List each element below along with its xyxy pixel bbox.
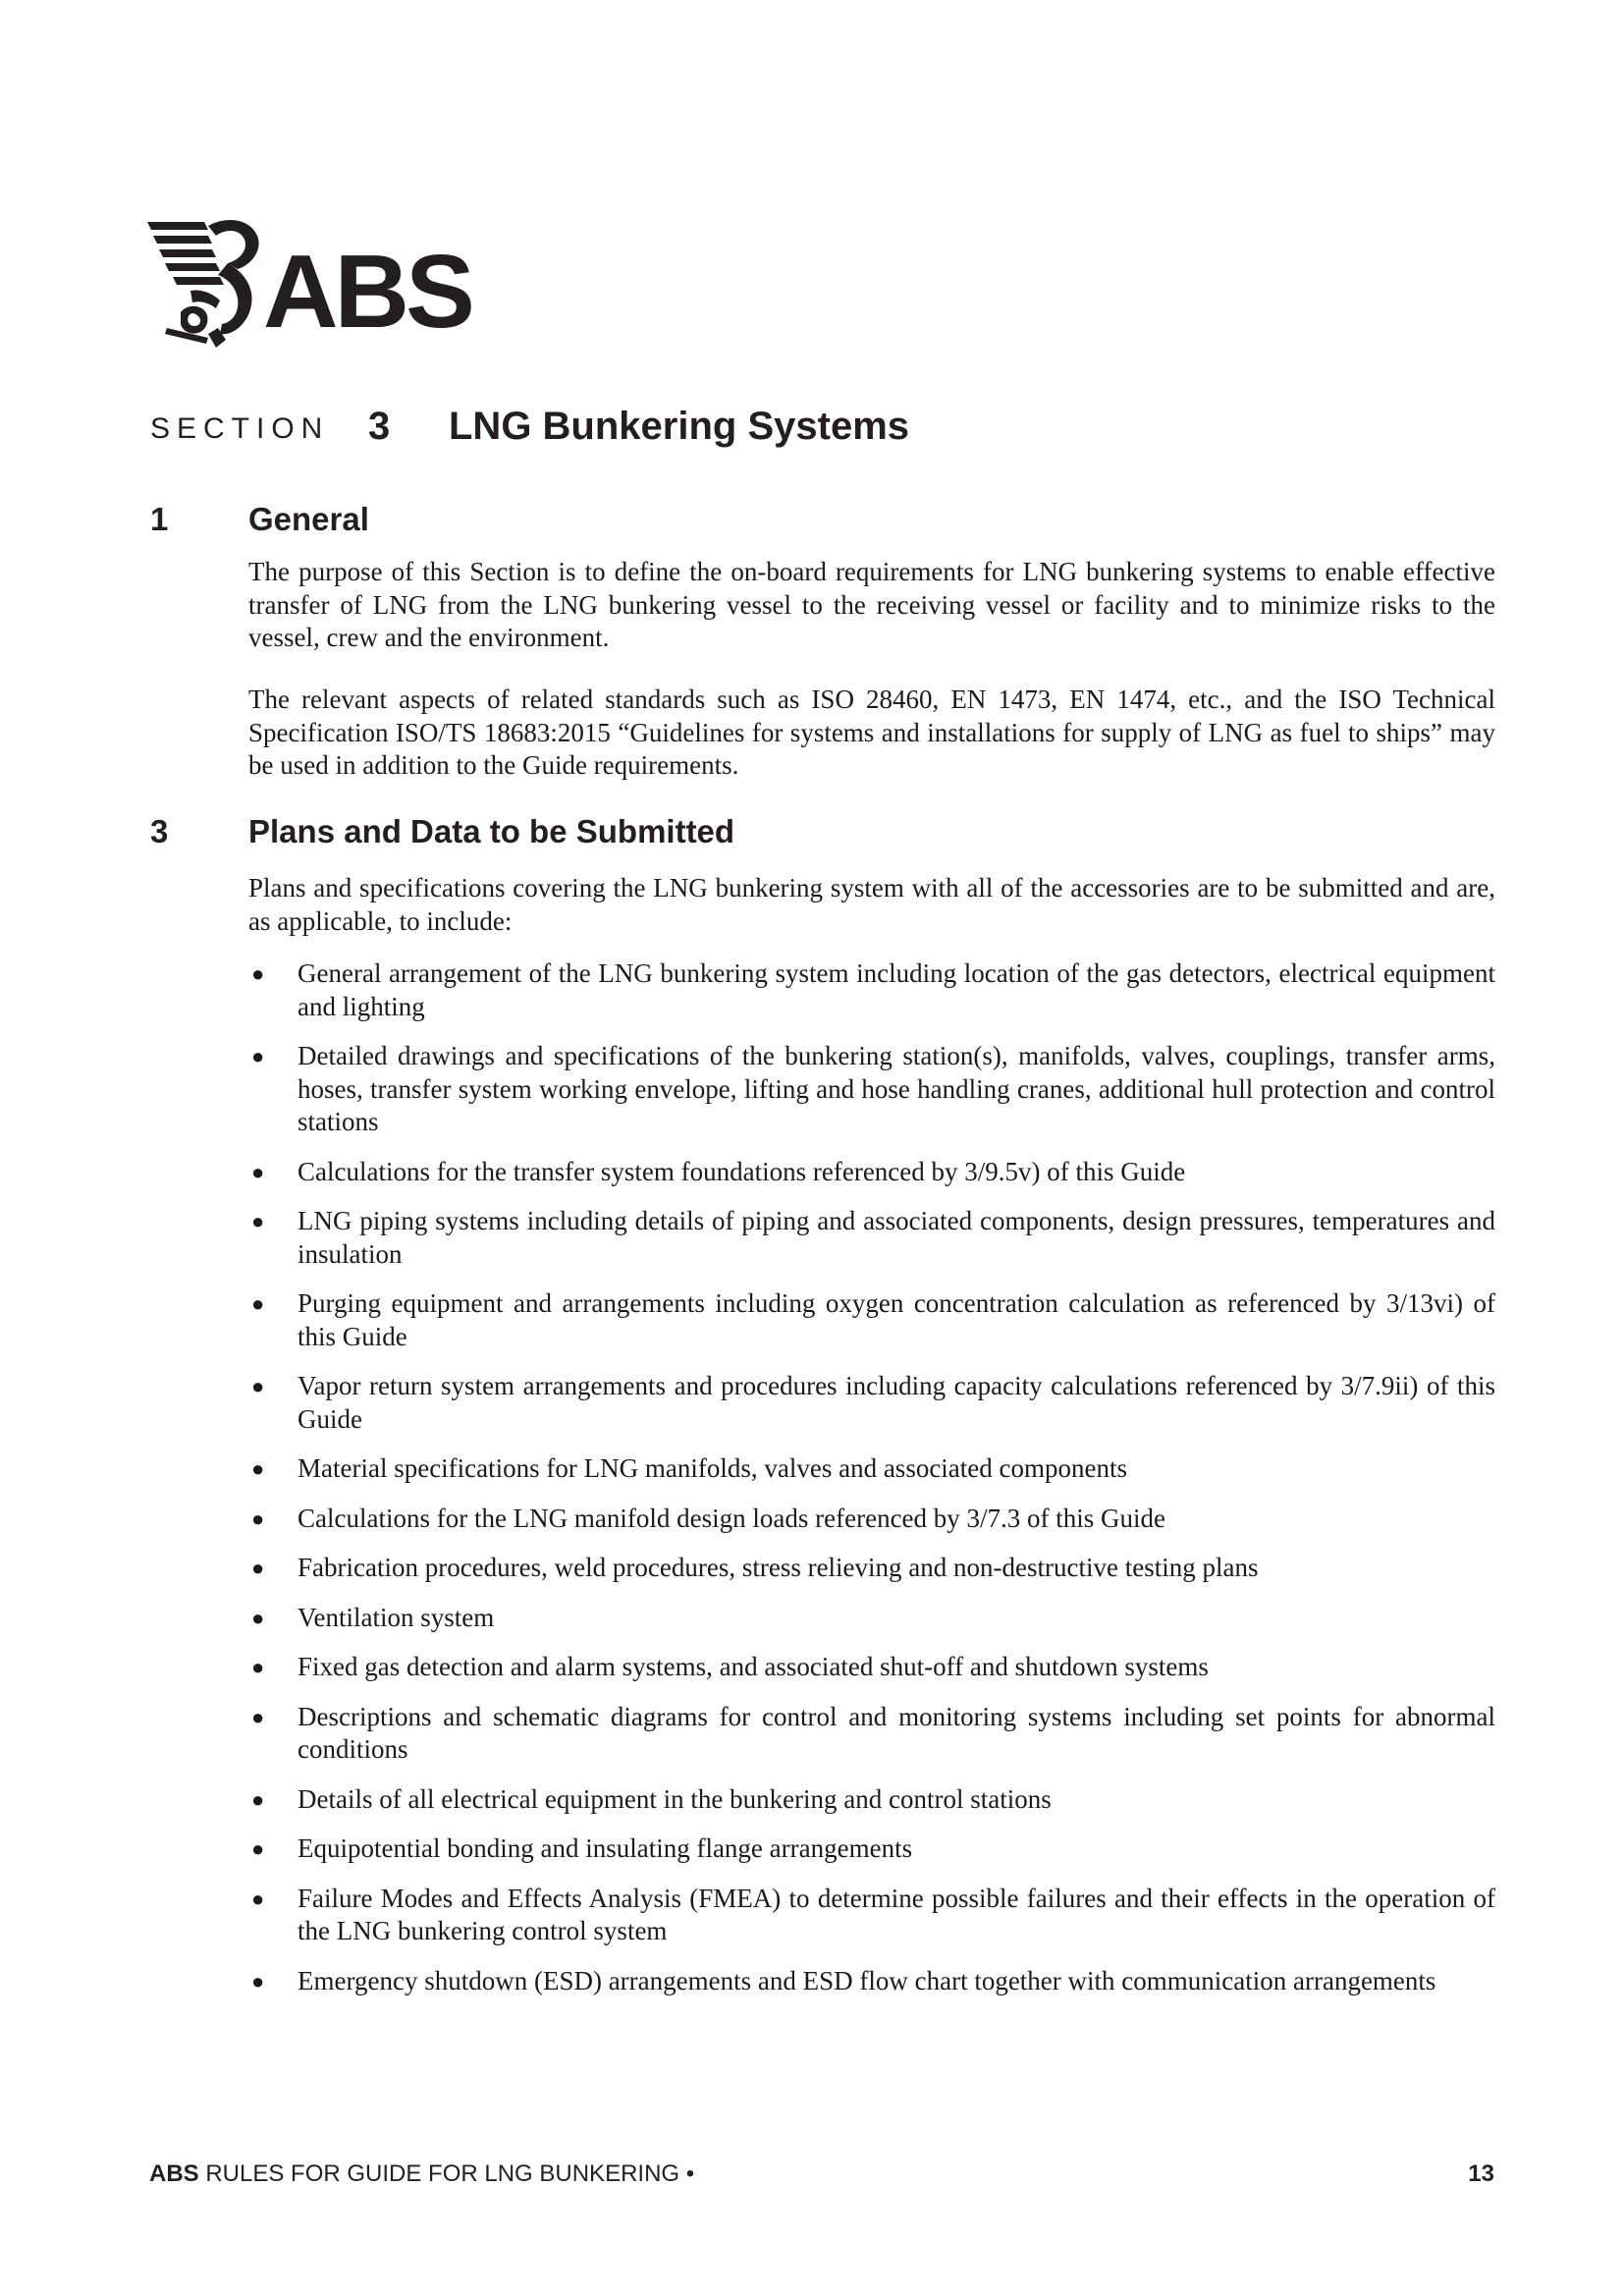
bullet-icon: ●: [251, 1159, 265, 1184]
subsection-number: 3: [150, 813, 169, 849]
bullet-icon: ●: [251, 961, 265, 986]
list-item: [248, 1040, 1495, 1139]
subsection-heading-plans: [150, 813, 1505, 856]
bullet-icon: ●: [251, 1968, 265, 1994]
bullet-icon: ●: [251, 1556, 265, 1580]
footer-title: [149, 2160, 694, 2188]
bullet-icon: ●: [251, 1836, 265, 1861]
list-item-text: Details of all electrical equipment in the bunkering and control stations: [298, 1783, 1052, 1814]
bullet-icon: ●: [251, 1704, 265, 1729]
section-label: SECTION: [150, 412, 330, 445]
subsection-title: General: [248, 501, 369, 537]
submission-list: [248, 957, 1495, 2014]
abs-logo: [147, 218, 491, 350]
page-number: 13: [1468, 2160, 1494, 2187]
section-heading: [150, 403, 1505, 452]
list-item: [248, 1552, 1495, 1585]
list-item: [248, 1783, 1495, 1817]
page-footer: [149, 2160, 1494, 2196]
list-item: [248, 1701, 1495, 1767]
bullet-icon: ●: [251, 1044, 265, 1068]
list-item-text: Failure Modes and Effects Analysis (FMEA) to determine possible failures and their effects in the operation of the LNG bunkering control system: [298, 1883, 1495, 1945]
list-item-text: Purging equipment and arrangements including oxygen concentration calculation as referenced by 3/13vi) of this Guide: [298, 1288, 1495, 1351]
list-item-text: Calculations for the LNG manifold design loads referenced by 3/7.3 of this Guide: [298, 1503, 1166, 1533]
list-item: [248, 1370, 1495, 1436]
list-item: [248, 1452, 1495, 1486]
list-item-text: LNG piping systems including details of piping and associated components, design pressures, temperatures and insulation: [298, 1206, 1495, 1269]
subsection-number: 1: [150, 501, 169, 537]
bullet-icon: ●: [251, 1886, 265, 1911]
bullet-icon: ●: [251, 1456, 265, 1481]
bullet-icon: ●: [251, 1605, 265, 1630]
list-item: [248, 1651, 1495, 1684]
list-item: [248, 1503, 1495, 1536]
logo-wordmark: ABS: [263, 234, 471, 350]
subsection-title: Plans and Data to be Submitted: [248, 813, 735, 849]
bullet-icon: ●: [251, 1655, 265, 1679]
list-item: [248, 1965, 1495, 1998]
eagle-emblem-icon: [147, 218, 270, 350]
list-item: [248, 1883, 1495, 1948]
bullet-icon: ●: [251, 1786, 265, 1812]
list-item: [248, 1205, 1495, 1271]
section-title: LNG Bunkering Systems: [449, 405, 910, 448]
bullet-icon: ●: [251, 1291, 265, 1316]
paragraph: Plans and specifications covering the LNG bunkering system with all of the accessories are to be submitted and are, as applicable, to include:: [248, 873, 1495, 936]
list-item-text: General arrangement of the LNG bunkering system including location of the gas detectors, electrical equipment and lighting: [298, 958, 1495, 1021]
list-item-text: Vapor return system arrangements and procedures including capacity calculations referenced by 3/7.9ii) of this Guide: [298, 1371, 1495, 1434]
paragraph: The purpose of this Section is to define the on-board requirements for LNG bunkering systems to enable effective transfer of LNG from the LNG bunkering vessel to the receiving vessel or facility and to minimize risks to the vessel, crew and the environment.: [248, 557, 1495, 652]
paragraph: The relevant aspects of related standards such as ISO 28460, EN 1473, EN 1474, etc., and the ISO Technical Specification ISO/TS 18683:2015 “Guidelines for systems and installations for supply of LNG as fuel to ships” may be used in addition to the Guide requirements.: [248, 684, 1495, 780]
list-item-text: Material specifications for LNG manifolds, valves and associated components: [298, 1453, 1128, 1483]
subsection-heading-general: [150, 501, 1505, 544]
list-item-text: Emergency shutdown (ESD) arrangements and ESD flow chart together with communication arrangements: [298, 1965, 1436, 1995]
bullet-icon: ●: [251, 1374, 265, 1398]
footer-brand: ABS: [149, 2160, 199, 2187]
footer-text: RULES FOR GUIDE FOR LNG BUNKERING •: [205, 2160, 695, 2187]
list-item-text: Ventilation system: [298, 1602, 495, 1632]
list-item-text: Calculations for the transfer system foundations referenced by 3/9.5v) of this Guide: [298, 1156, 1186, 1186]
list-item-text: Equipotential bonding and insulating flange arrangements: [298, 1833, 913, 1863]
section-number: 3: [368, 405, 391, 448]
list-item-text: Fabrication procedures, weld procedures, stress relieving and non-destructive testing plans: [298, 1553, 1259, 1582]
bullet-icon: ●: [251, 1209, 265, 1233]
list-item: [248, 1832, 1495, 1866]
bullet-icon: ●: [251, 1505, 265, 1531]
list-item: [248, 1602, 1495, 1635]
list-item: [248, 1287, 1495, 1353]
list-item-text: Fixed gas detection and alarm systems, and associated shut-off and shutdown systems: [298, 1652, 1209, 1681]
list-item-text: Descriptions and schematic diagrams for control and monitoring systems including set points for abnormal conditions: [298, 1701, 1495, 1764]
list-item-text: Detailed drawings and specifications of the bunkering station(s), manifolds, valves, couplings, transfer arms, hoses, transfer system working envelope, lifting and hose handling cranes, additional hull protection and control stations: [298, 1041, 1495, 1136]
list-item: [248, 957, 1495, 1023]
list-item: [248, 1156, 1495, 1189]
